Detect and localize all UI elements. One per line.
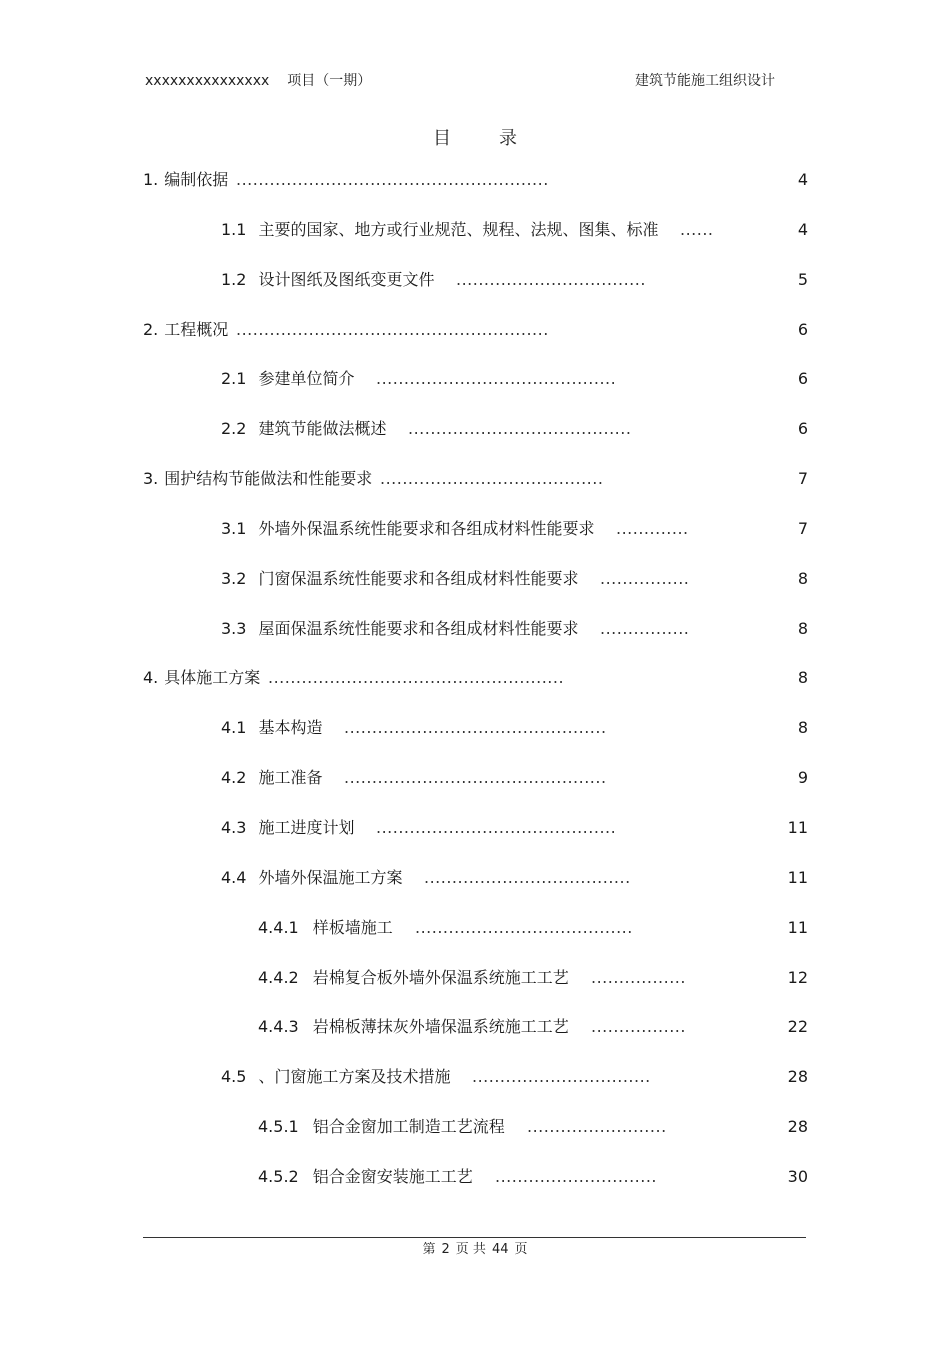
toc-entry[interactable] — [0, 908, 950, 958]
toc-entry-leader-dots: ......................... — [527, 1117, 667, 1137]
toc-entry-title: 编制依据 — [164, 170, 229, 189]
header-left — [145, 70, 371, 90]
header-project-code: xxxxxxxxxxxxxxx — [145, 73, 270, 89]
toc-entry-title: 门窗保温系统性能要求和各组成材料性能要求 — [258, 568, 579, 588]
header-project-label: 项目（一期） — [287, 73, 372, 89]
toc-entry-leader-dots: ........................................... — [376, 369, 617, 389]
toc-entry-page-number: 12 — [787, 967, 808, 987]
toc-entry-page-number: 6 — [797, 419, 808, 439]
toc-entry-leader-dots: ........................................................ — [236, 319, 549, 339]
toc-entry-title: 外墙外保温系统性能要求和各组成材料性能要求 — [258, 518, 595, 538]
toc-entry[interactable] — [0, 808, 950, 858]
toc-entry-title: 具体施工方案 — [164, 668, 261, 688]
footer-prefix: 第 — [422, 1242, 436, 1257]
toc-entry-heading — [143, 160, 228, 200]
toc-entry[interactable] — [0, 658, 950, 708]
toc-entry-page-number: 11 — [787, 817, 808, 837]
toc-entry-number: 2.2 — [221, 419, 247, 439]
toc-entry-heading — [258, 908, 393, 948]
toc-entry-title: 建筑节能做法概述 — [258, 419, 387, 439]
toc-entry-number: 1.1 — [221, 219, 247, 239]
toc-entry-page-number: 8 — [797, 718, 808, 738]
toc-entry-heading — [221, 808, 354, 848]
toc-entry-number: 4.4.3 — [258, 1017, 299, 1037]
toc-entry-number: 1. — [143, 170, 159, 189]
toc-entry[interactable] — [0, 1107, 950, 1157]
toc-entry[interactable] — [0, 310, 950, 360]
toc-entry-number: 4.1 — [221, 718, 247, 738]
toc-entry-leader-dots: ...... — [680, 219, 714, 239]
toc-entry-leader-dots: ....................................... — [415, 917, 633, 937]
toc-entry[interactable] — [0, 609, 950, 659]
toc-entry-leader-dots: ................ — [600, 568, 690, 588]
header-document-title: 建筑节能施工组织设计 — [635, 73, 775, 89]
toc-entry-leader-dots: ..................................................... — [268, 668, 565, 688]
page-header — [145, 70, 805, 90]
toc-entry-title: 样板墙施工 — [312, 917, 393, 937]
toc-entry-heading — [143, 658, 260, 698]
toc-entry-title: 铝合金窗加工制造工艺流程 — [312, 1117, 505, 1137]
toc-entry-page-number: 4 — [797, 219, 808, 239]
toc-entry[interactable] — [0, 1157, 950, 1207]
toc-entry-leader-dots: .................................. — [456, 269, 646, 289]
toc-entry-heading — [258, 1007, 569, 1047]
toc-entry-title: 屋面保温系统性能要求和各组成材料性能要求 — [258, 618, 579, 638]
toc-entry-title: 铝合金窗安装施工工艺 — [312, 1166, 473, 1186]
toc-entry-page-number: 11 — [787, 867, 808, 887]
toc-entry[interactable] — [0, 409, 950, 459]
toc-entry-heading — [143, 310, 228, 350]
toc-entry-page-number: 8 — [797, 568, 808, 588]
toc-entry-title: 工程概况 — [164, 319, 229, 339]
toc-entry-number: 4.5.2 — [258, 1166, 299, 1186]
table-of-contents — [0, 160, 950, 1207]
toc-entry-heading — [221, 1057, 450, 1097]
toc-entry-number: 4.5 — [221, 1067, 247, 1087]
toc-entry-heading — [258, 1107, 505, 1147]
toc-entry-title: 主要的国家、地方或行业规范、规程、法规、图集、标准 — [258, 219, 659, 239]
toc-entry-page-number: 7 — [797, 469, 808, 489]
toc-entry-heading — [221, 509, 594, 549]
toc-entry-heading — [221, 559, 578, 599]
toc-entry-title: 基本构造 — [258, 718, 323, 738]
toc-entry-number: 3.1 — [221, 518, 247, 538]
toc-entry-heading — [221, 708, 322, 748]
toc-entry-leader-dots: ........................................................ — [236, 170, 549, 189]
toc-entry-leader-dots: ................ — [600, 618, 690, 638]
toc-entry-leader-dots: ........................................... — [376, 817, 617, 837]
toc-entry-number: 4.3 — [221, 817, 247, 837]
toc-entry-leader-dots: ............. — [616, 518, 689, 538]
toc-entry[interactable] — [0, 559, 950, 609]
toc-entry-leader-dots: ........................................ — [408, 419, 632, 439]
toc-entry-number: 4.4 — [221, 867, 247, 887]
toc-entry-page-number: 11 — [787, 917, 808, 937]
toc-entry-page-number: 28 — [787, 1067, 808, 1087]
toc-entry[interactable] — [0, 459, 950, 509]
toc-entry[interactable] — [0, 708, 950, 758]
toc-entry-leader-dots: ..................................... — [424, 867, 631, 887]
toc-entry[interactable] — [0, 509, 950, 559]
toc-entry-leader-dots: ................. — [591, 967, 686, 987]
toc-entry-number: 4.4.2 — [258, 967, 299, 987]
toc-entry-page-number: 6 — [797, 369, 808, 389]
toc-entry-heading — [143, 459, 372, 499]
toc-entry-title: 岩棉复合板外墙外保温系统施工工艺 — [312, 967, 569, 987]
toc-entry-page-number: 4 — [797, 170, 808, 189]
toc-title: 目录 — [433, 128, 565, 149]
toc-entry-page-number: 22 — [787, 1017, 808, 1037]
toc-entry[interactable] — [0, 1057, 950, 1107]
toc-entry-page-number: 8 — [797, 668, 808, 688]
toc-entry-number: 3. — [143, 469, 159, 489]
toc-entry-title: 、门窗施工方案及技术措施 — [258, 1067, 451, 1087]
toc-entry-page-number: 8 — [797, 618, 808, 638]
footer-suffix: 页 — [514, 1242, 528, 1257]
toc-entry-heading — [221, 858, 402, 898]
toc-entry[interactable] — [0, 210, 950, 260]
toc-entry-heading — [221, 210, 658, 250]
toc-entry-number: 2.1 — [221, 369, 247, 389]
toc-entry-number: 2. — [143, 319, 159, 339]
page-footer — [0, 1238, 950, 1257]
toc-entry-number: 3.3 — [221, 618, 247, 638]
toc-entry-page-number: 9 — [797, 768, 808, 788]
footer-total-pages: 44 — [491, 1242, 509, 1257]
toc-entry-number: 4.4.1 — [258, 917, 299, 937]
toc-entry[interactable] — [0, 359, 950, 409]
toc-entry-title: 施工进度计划 — [258, 817, 355, 837]
toc-entry-heading — [258, 1157, 473, 1197]
footer-mid: 页 共 — [455, 1242, 486, 1257]
toc-entry-leader-dots: ................................ — [472, 1067, 651, 1087]
toc-entry-title: 岩棉板薄抹灰外墙保温系统施工工艺 — [312, 1017, 569, 1037]
toc-entry-page-number: 30 — [787, 1166, 808, 1186]
toc-entry-page-number: 28 — [787, 1117, 808, 1137]
toc-entry[interactable] — [0, 858, 950, 908]
toc-entry-title: 参建单位简介 — [258, 369, 355, 389]
toc-entry-title: 设计图纸及图纸变更文件 — [258, 269, 435, 289]
toc-entry-number: 4. — [143, 668, 159, 688]
toc-entry-heading — [221, 359, 354, 399]
toc-entry-page-number: 6 — [797, 319, 808, 339]
toc-entry-number: 3.2 — [221, 568, 247, 588]
toc-entry-title: 外墙外保温施工方案 — [258, 867, 403, 887]
toc-entry[interactable] — [0, 958, 950, 1008]
toc-entry-number: 4.2 — [221, 768, 247, 788]
toc-entry-leader-dots: ............................................... — [344, 718, 607, 738]
toc-entry-number: 1.2 — [221, 269, 247, 289]
toc-entry-number: 4.5.1 — [258, 1117, 299, 1137]
toc-entry-heading — [221, 758, 322, 798]
toc-entry-heading — [221, 409, 386, 449]
toc-entry[interactable] — [0, 758, 950, 808]
toc-entry[interactable] — [0, 160, 950, 210]
toc-entry-title: 施工准备 — [258, 768, 323, 788]
toc-entry-leader-dots: ............................................... — [344, 768, 607, 788]
toc-entry[interactable] — [0, 260, 950, 310]
footer-current-page: 2 — [441, 1242, 450, 1257]
toc-entry-heading — [221, 609, 578, 649]
toc-entry-page-number: 7 — [797, 518, 808, 538]
toc-entry-heading — [221, 260, 434, 300]
toc-entry-leader-dots: ........................................ — [380, 469, 604, 489]
toc-entry-leader-dots: ................. — [591, 1017, 686, 1037]
toc-entry-page-number: 5 — [797, 269, 808, 289]
toc-entry[interactable] — [0, 1007, 950, 1057]
toc-entry-heading — [258, 958, 569, 998]
toc-entry-leader-dots: ............................. — [495, 1166, 657, 1186]
toc-entry-title: 围护结构节能做法和性能要求 — [164, 469, 373, 489]
